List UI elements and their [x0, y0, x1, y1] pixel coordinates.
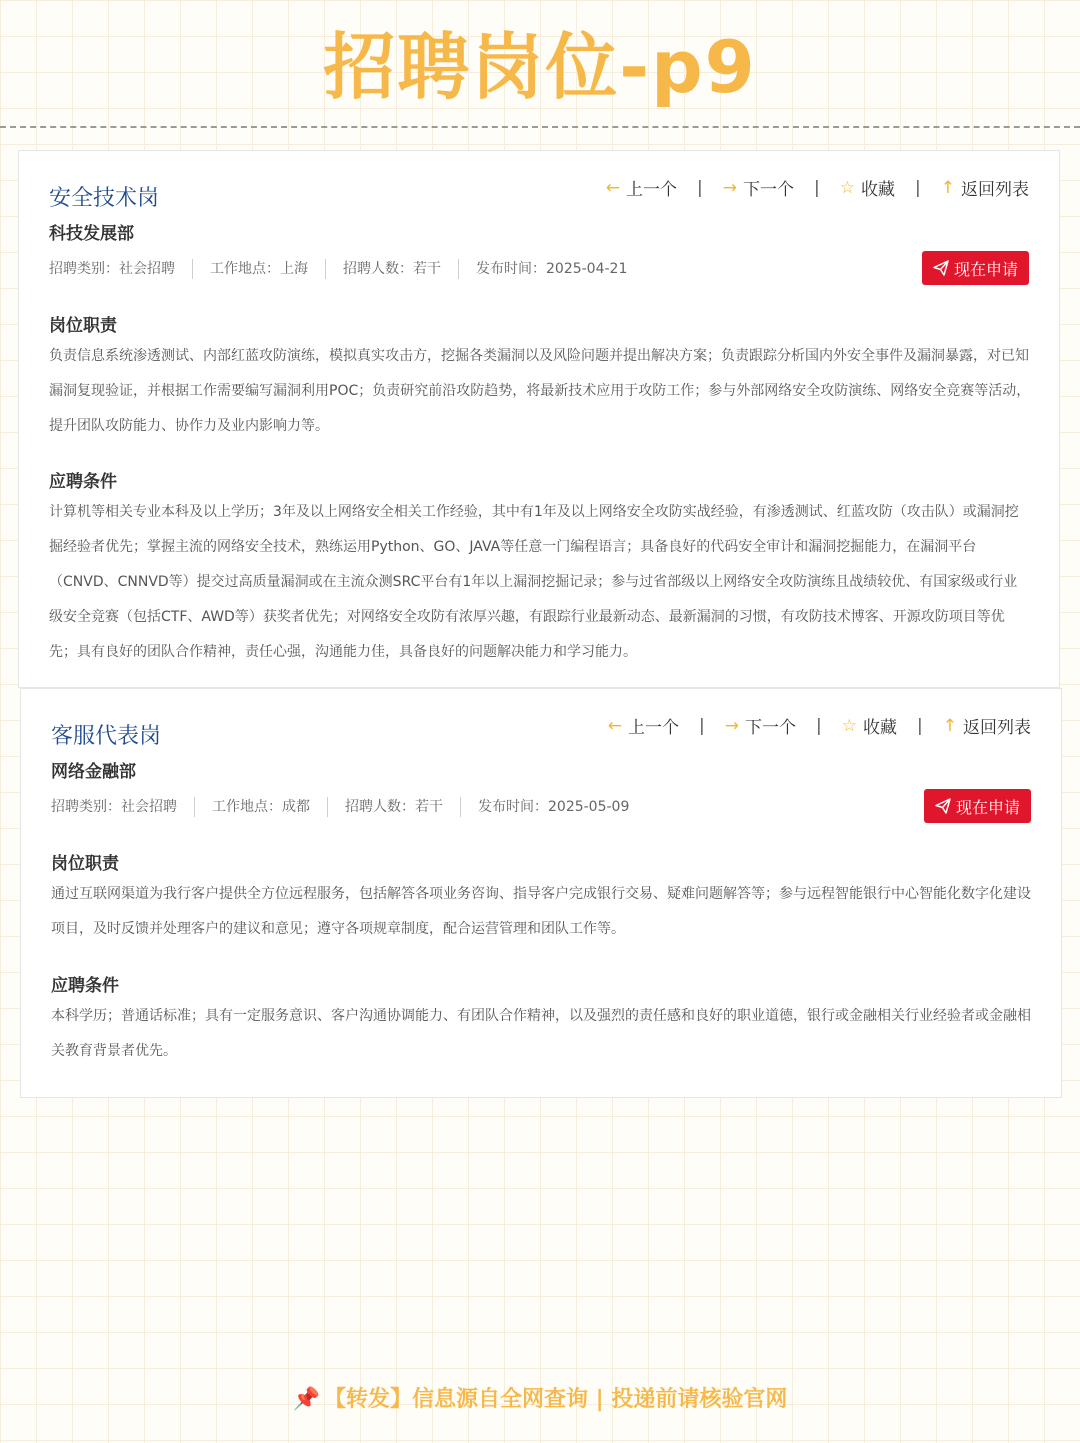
star-icon: ☆	[839, 177, 856, 198]
nav-separator: |	[814, 177, 820, 198]
meta-headcount: 招聘人数：若干	[325, 259, 458, 279]
nav-separator: |	[699, 715, 705, 736]
next-link[interactable]	[725, 713, 796, 738]
prev-label: 上一个	[626, 180, 678, 200]
back-to-list-link[interactable]	[943, 713, 1031, 738]
job-card	[20, 688, 1062, 1098]
duty-heading: 岗位职责	[49, 316, 117, 336]
favorite-link[interactable]	[842, 713, 897, 738]
nav-separator: |	[697, 177, 703, 198]
back-to-list-link[interactable]	[941, 175, 1029, 200]
meta-category: 招聘类别：社会招聘	[51, 799, 177, 815]
send-icon	[933, 260, 949, 276]
arrow-right-icon: →	[724, 715, 740, 736]
page-title: 招聘岗位-p9	[323, 25, 757, 109]
send-icon	[935, 798, 951, 814]
next-label: 下一个	[743, 180, 795, 200]
meta-location: 工作地点：上海	[192, 259, 325, 279]
requirement-heading: 应聘条件	[51, 976, 119, 996]
prev-link[interactable]	[608, 713, 679, 738]
duty-heading: 岗位职责	[51, 854, 119, 874]
arrow-left-icon: ←	[607, 715, 623, 736]
next-link[interactable]	[723, 175, 794, 200]
meta-location: 工作地点：成都	[194, 797, 327, 817]
apply-button[interactable]	[922, 251, 1029, 285]
duty-text: 通过互联网渠道为我行客户提供全方位远程服务，包括解答各项业务咨询、指导客户完成银行交易、疑难问题解答等；参与远程智能银行中心智能化数字化建设项目，及时反馈并处理客户的建议和意见；遵守各项规章制度，配合运营管理和团队工作等。	[51, 886, 1031, 937]
job-title[interactable]: 安全技术岗	[49, 186, 160, 211]
duty-text: 负责信息系统渗透测试、内部红蓝攻防演练，模拟真实攻击方，挖掘各类漏洞以及风险问题并提出解决方案；负责跟踪分析国内外安全事件及漏洞暴露，对已知漏洞复现验证，并根据工作需要编写漏洞利用POC；负责研究前沿攻防趋势，将最新技术应用于攻防工作；参与外部网络安全攻防演练、网络安全竞赛等活动，提升团队攻防能力、协作力及业内影响力等。	[49, 348, 1031, 434]
meta-headcount: 招聘人数：若干	[327, 797, 460, 817]
nav-separator: |	[816, 715, 822, 736]
job-meta	[49, 259, 644, 279]
arrow-right-icon: →	[722, 177, 738, 198]
meta-date: 发布时间：2025-05-09	[460, 797, 646, 817]
department: 网络金融部	[51, 762, 136, 782]
meta-category: 招聘类别：社会招聘	[49, 261, 175, 277]
back-label: 返回列表	[963, 718, 1031, 738]
apply-button[interactable]	[924, 789, 1031, 823]
prev-label: 上一个	[628, 718, 680, 738]
job-meta	[51, 797, 646, 817]
arrow-up-icon: ↑	[940, 177, 955, 198]
apply-label: 现在申请	[953, 259, 1018, 279]
back-label: 返回列表	[961, 180, 1029, 200]
job-nav	[608, 713, 1031, 738]
requirement-text: 计算机等相关专业本科及以上学历；3年及以上网络安全相关工作经验，其中有1年及以上网络安全攻防实战经验，有渗透测试、红蓝攻防（攻击队）或漏洞挖掘经验者优先；掌握主流的网络安全技术，熟练运用Python、GO、JAVA等任意一门编程语言；具备良好的代码安全审计和漏洞挖掘能力，在漏洞平台（CNVD、CNNVD等）提交过高质量漏洞或在主流众测SRC平台有1年以上漏洞挖掘记录；参与过省部级以上网络安全攻防演练且战绩较优、有国家级或行业级安全竞赛（包括CTF、AWD等）获奖者优先；对网络安全攻防有浓厚兴趣，有跟踪行业最新动态、最新漏洞的习惯，有攻防技术博客、开源攻防项目等优先；具有良好的团队合作精神，责任心强，沟通能力佳，具备良好的问题解决能力和学习能力。	[49, 504, 1019, 660]
nav-separator: |	[917, 715, 923, 736]
favorite-label: 收藏	[863, 718, 898, 738]
prev-link[interactable]	[606, 175, 677, 200]
nav-separator: |	[915, 177, 921, 198]
requirement-heading: 应聘条件	[49, 472, 117, 492]
arrow-up-icon: ↑	[942, 715, 957, 736]
requirement-text: 本科学历；普通话标准；具有一定服务意识、客户沟通协调能力、有团队合作精神，以及强烈的责任感和良好的职业道德，银行或金融相关行业经验者或金融相关教育背景者优先。	[51, 1008, 1031, 1059]
job-title[interactable]: 客服代表岗	[51, 724, 162, 749]
department: 科技发展部	[49, 224, 134, 244]
dashed-divider	[0, 126, 1080, 128]
star-icon: ☆	[841, 715, 858, 736]
pushpin-icon: 📌	[292, 1387, 321, 1412]
favorite-link[interactable]	[840, 175, 895, 200]
footer-notice	[0, 1382, 1080, 1413]
next-label: 下一个	[745, 718, 797, 738]
footer-text: 【转发】信息源自全网查询 | 投递前请核验官网	[324, 1387, 788, 1412]
job-card	[18, 150, 1060, 688]
favorite-label: 收藏	[861, 180, 896, 200]
arrow-left-icon: ←	[605, 177, 621, 198]
apply-label: 现在申请	[955, 797, 1020, 817]
meta-date: 发布时间：2025-04-21	[458, 259, 644, 279]
job-nav	[606, 175, 1029, 200]
